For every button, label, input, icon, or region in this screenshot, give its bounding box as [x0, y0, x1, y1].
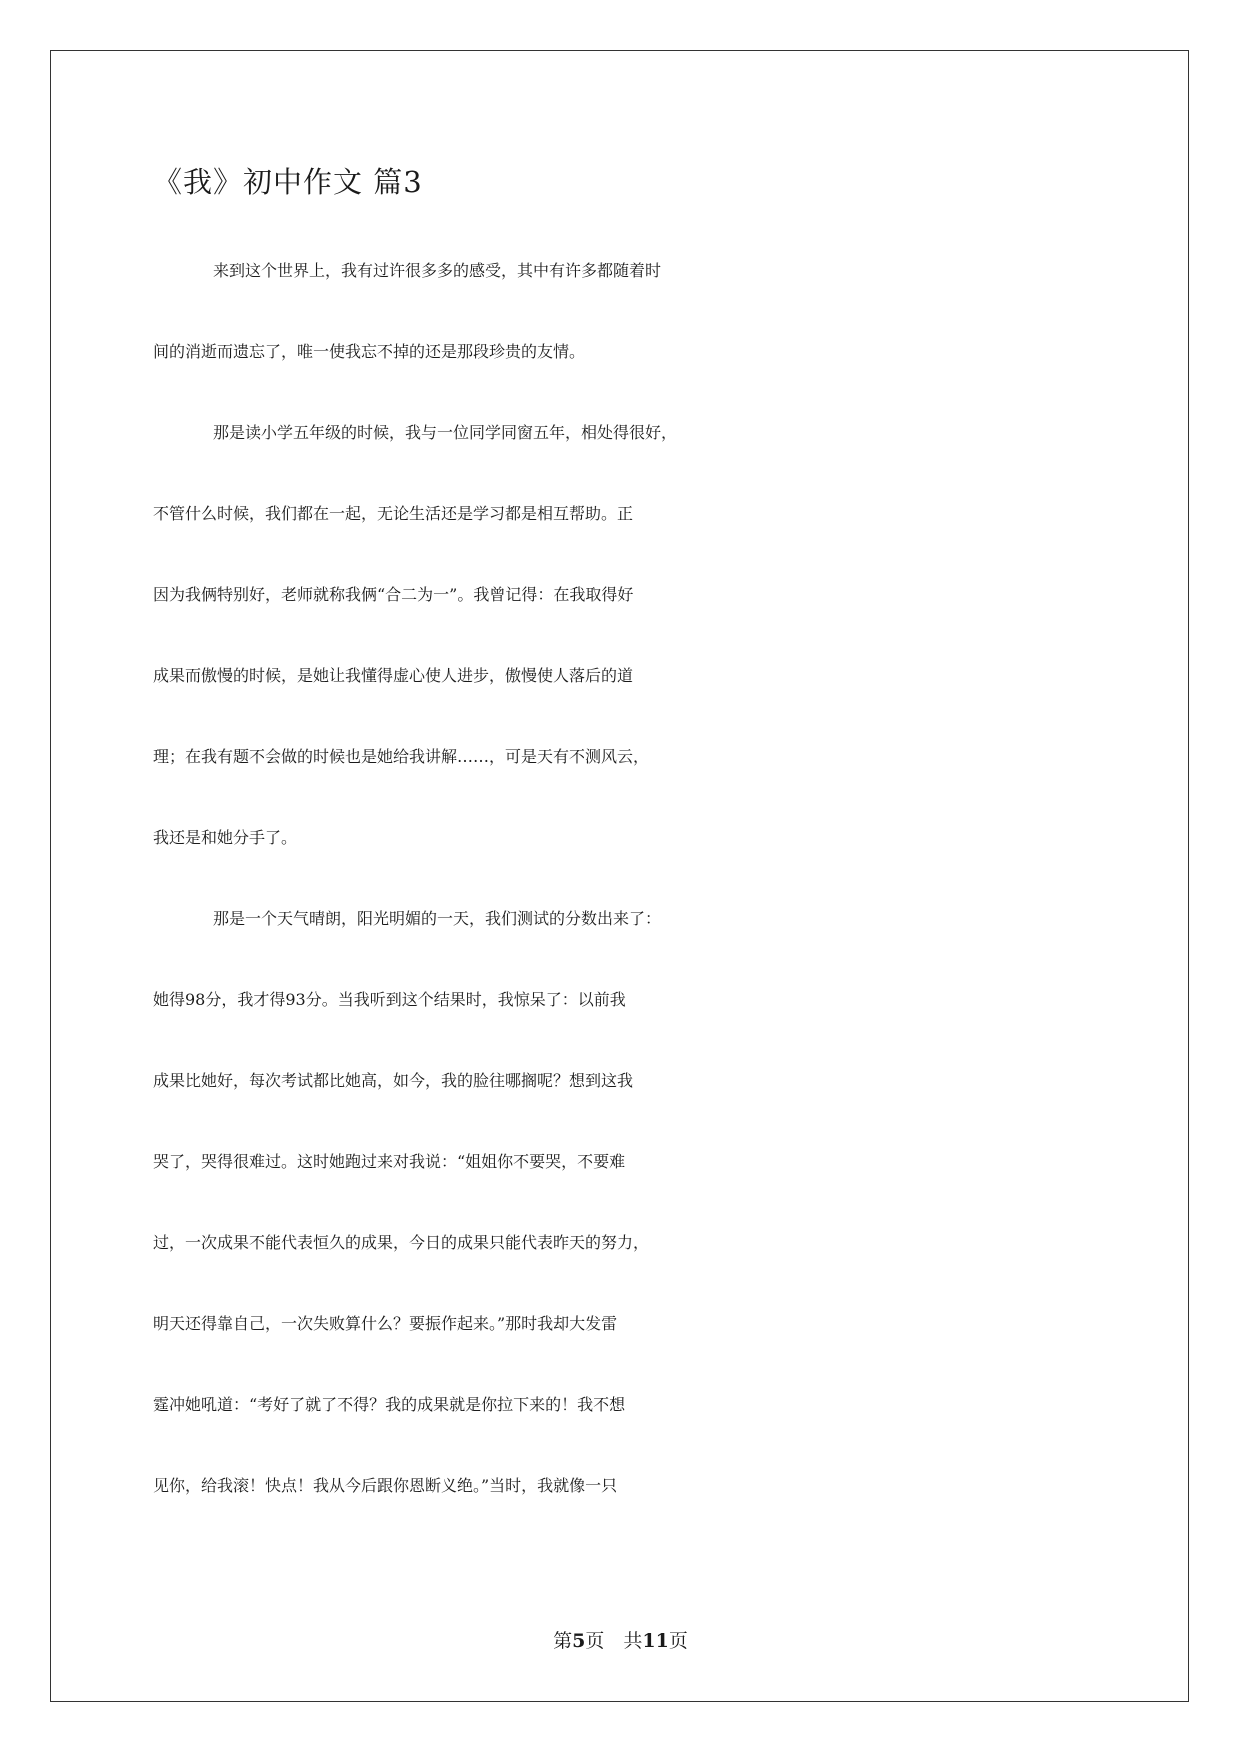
text-line: 明天还得靠自己，一次失败算什么？要振作起来。”那时我却大发雷: [153, 1314, 618, 1333]
text-line: 她得98分，我才得93分。当我听到这个结果时，我惊呆了：以前我: [153, 990, 626, 1009]
total-page-count: 11: [642, 1630, 669, 1652]
text-line: 我还是和她分手了。: [153, 828, 298, 847]
current-page-number: 5: [572, 1630, 586, 1652]
text-line: 间的消逝而遗忘了，唯一使我忘不掉的还是那段珍贵的友情。: [153, 342, 586, 361]
text-line: 成果而傲慢的时候，是她让我懂得虚心使人进步，傲慢使人落后的道: [153, 666, 634, 685]
text-line: 哭了，哭得很难过。这时她跑过来对我说：“姐姐你不要哭，不要难: [153, 1152, 626, 1171]
paragraph-3: [153, 878, 1093, 1526]
text-line: 霆冲她吼道：“考好了就了不得？我的成果就是你拉下来的！我不想: [153, 1395, 626, 1414]
paragraph-2: [153, 392, 1093, 878]
essay-title: 《我》初中作文 篇3: [153, 165, 423, 199]
page-footer: [0, 1631, 1241, 1651]
document-body: [153, 165, 1093, 1526]
text-line: 因为我俩特别好，老师就称我俩“合二为一”。我曾记得：在我取得好: [153, 585, 634, 604]
text-line: 那是读小学五年级的时候，我与一位同学同窗五年，相处得很好，: [213, 423, 678, 442]
text-line: 理；在我有题不会做的时候也是她给我讲解……，可是天有不测风云，: [153, 747, 650, 766]
text-line: 成果比她好，每次考试都比她高，如今，我的脸往哪搁呢？想到这我: [153, 1071, 634, 1090]
footer-middle: 页 共: [585, 1630, 643, 1652]
text-line: 见你，给我滚！快点！我从今后跟你恩断义绝。”当时，我就像一只: [153, 1476, 618, 1495]
footer-prefix: 第: [553, 1630, 573, 1652]
text-line: 来到这个世界上，我有过许很多多的感受，其中有许多都随着时: [213, 261, 662, 280]
paragraph-1: [153, 230, 1093, 392]
text-line: 过，一次成果不能代表恒久的成果，今日的成果只能代表昨天的努力，: [153, 1233, 650, 1252]
text-line: 不管什么时候，我们都在一起，无论生活还是学习都是相互帮助。正: [153, 504, 634, 523]
footer-suffix: 页: [668, 1630, 688, 1652]
text-line: 那是一个天气晴朗，阳光明媚的一天，我们测试的分数出来了：: [213, 909, 662, 928]
